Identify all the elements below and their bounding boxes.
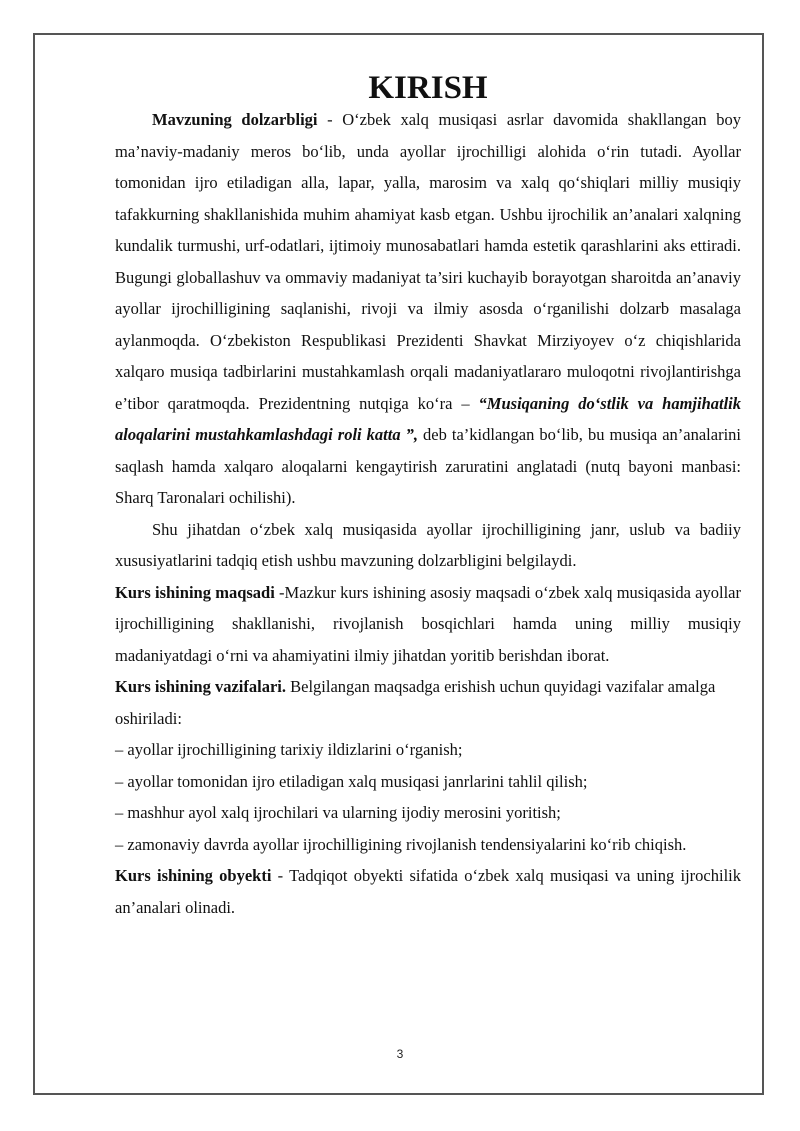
tasks-text: Belgilangan maqsadga erishish uchun quyidagi vazifalar amalga oshiriladi: xyxy=(115,677,716,728)
tasks-heading: Kurs ishining vazifalari. xyxy=(115,677,286,696)
relevance-text-end: deb ta’kidlangan bo‘lib, bu musiqa an’analarini saqlash hamda xalqaro aloqalarni kengaytirish zaruratini anglatadi (nutq bayoni manbasi: Sharq Taronalari ochilishi). xyxy=(115,425,741,507)
relevance-text: - O‘zbek xalq musiqasi asrlar davomida shakllangan boy ma’naviy-madaniy meros bo‘lib, unda ayollar ijrochilligi alohida o‘rin tutadi. Ayollar tomonidan ijro etiladigan alla, lapar, yalla, marosim va xalq qo‘shiqlari milliy musiqiy tafakkurning shakllanishida muhim ahamiyat kasb etgan. Ushbu ijrochilik an’analari xalqning kundalik turmushi, urf-odatlari, ijtimoiy munosabatlari hamda estetik qarashlarini aks ettiradi. Bugungi globallashuv va ommaviy madaniyat ta’siri kuchayib borayotgan sharoitda an’anaviy ayollar ijrochilligining saqlanishi, rivoji va ilmiy asosda o‘rganilishi dolzarb masalaga aylanmoqda. O‘zbekiston Respublikasi Prezidenti Shavkat Mirziyoyev o‘z chiqishlarida xalqaro musiqa tadbirlarini mustahkamlash orqali madaniyatlararo muloqotni rivojlantirishga e’tibor qaratmoqda. Prezidentning nutqiga ko‘ra – xyxy=(115,110,741,413)
paragraph-object xyxy=(115,860,741,923)
paragraph-goal xyxy=(115,577,741,672)
goal-heading: Kurs ishining maqsadi xyxy=(115,582,275,602)
paragraph-relevance xyxy=(115,104,741,514)
section-title: KIRISH xyxy=(368,70,488,106)
page-number: 3 xyxy=(396,1047,404,1061)
president-quote: “Musiqaning do‘stlik va hamjihatlik aloqalarini mustahkamlashdagi roli katta ”, xyxy=(115,393,742,444)
task-item: – ayollar ijrochilligining tarixiy ildizlarini o‘rganish; xyxy=(115,740,463,759)
paragraph-tasks xyxy=(115,671,741,734)
task-item: – zamonaviy davrda ayollar ijrochilligining rivojlanish tendensiyalarini ko‘rib chiqish. xyxy=(115,834,687,854)
task-item: – ayollar tomonidan ijro etiladigan xalq musiqasi janrlarini tahlil qilish; xyxy=(115,771,588,791)
goal-text: -Mazkur kurs ishining asosiy maqsadi o‘zbek xalq musiqasida ayollar ijrochilligining shakllanishi, rivojlanish bosqichlari hamda uning milliy musiqiy madaniyatdagi o‘rni va ahamiyatini ilmiy jihatdan yoritib berishdan iborat. xyxy=(115,582,741,665)
relevance-heading: Mavzuning dolzarbligi xyxy=(152,110,318,129)
paragraph-relevance-conclusion: Shu jihatdan o‘zbek xalq musiqasida ayollar ijrochilligining janr, uslub va badiiy xususiyatlarini tadqiq etish ushbu mavzuning dolzarbligini belgilaydi. xyxy=(115,519,741,570)
document-body xyxy=(115,70,742,923)
object-heading: Kurs ishining obyekti xyxy=(115,866,272,885)
task-item: – mashhur ayol xalq ijrochilari va ularning ijodiy merosini yoritish; xyxy=(115,803,561,822)
object-text: - Tadqiqot obyekti sifatida o‘zbek xalq musiqasi va uning ijrochilik an’analari olinadi. xyxy=(115,866,741,917)
